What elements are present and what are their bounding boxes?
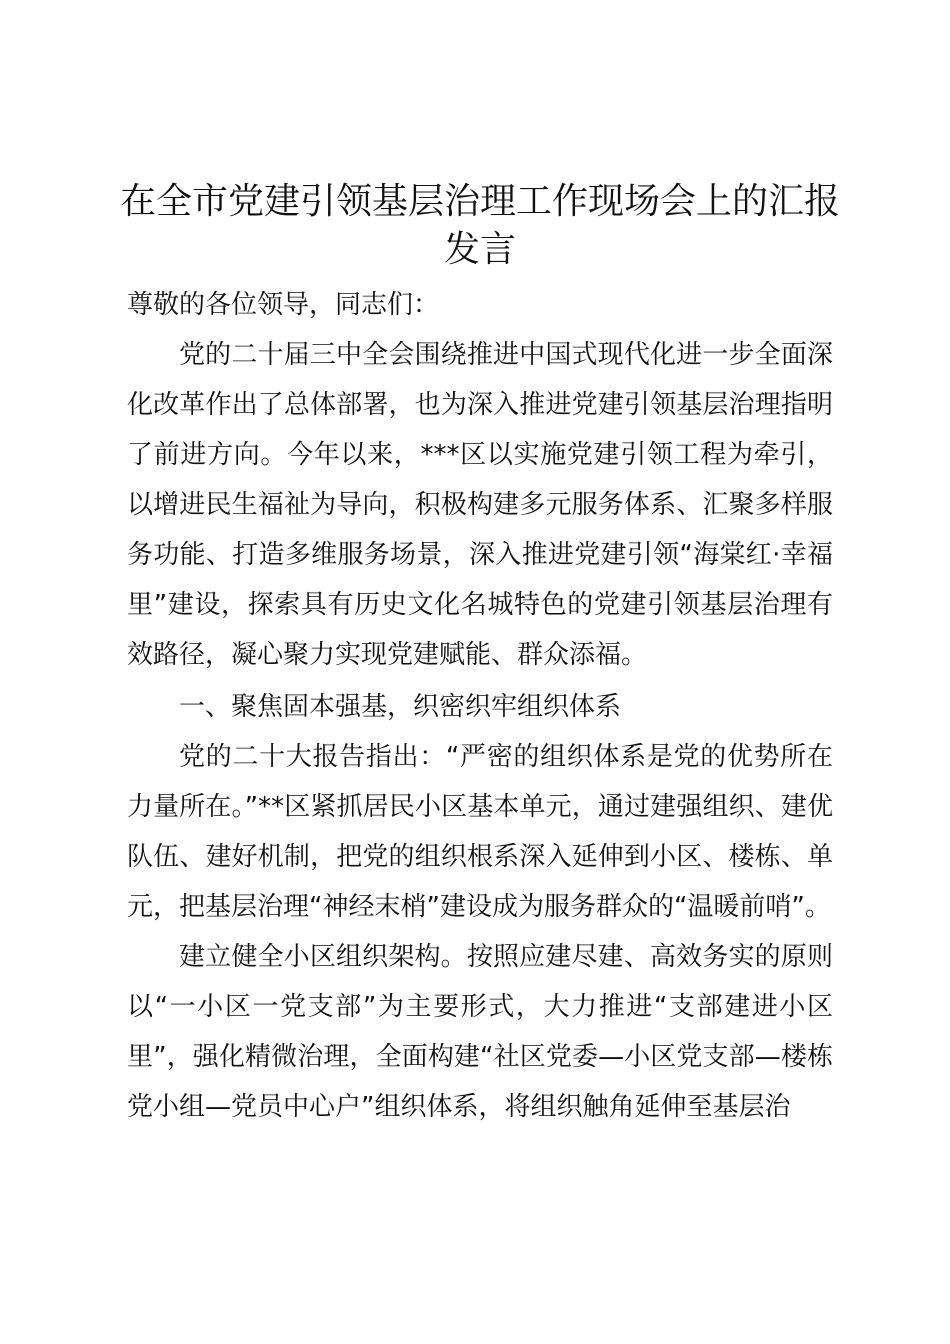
paragraph-org-structure: 建立健全小区组织架构。按照应建尽建、高效务实的原则以“一小区一党支部”为主要形式，大力推进“支部建进小区里”，强化精微治理，全面构建“社区党委—小区党支部—楼栋党小组—党员中心户”组织体系，将组织触角延伸至基层治 [127,942,833,1122]
document-body [127,280,833,1132]
salutation: 尊敬的各位领导，同志们： [127,290,440,320]
document-title: 在全市党建引领基层治理工作现场会上的汇报发言 [119,181,840,270]
paragraph-section-1: 党的二十大报告指出：“严密的组织体系是党的优势所在力量所在。”**区紧抓居民小区基本单元，通过建强组织、建优队伍、建好机制，把党的组织根系深入延伸到小区、楼栋、单元，把基层治理“神经末梢”建设成为服务群众的“温暖前哨”。 [127,742,833,922]
section-heading-1: 一、聚焦固本强基，织密织牢组织体系 [179,692,622,722]
paragraph-intro: 党的二十届三中全会围绕推进中国式现代化进一步全面深化改革作出了总体部署，也为深入推进党建引领基层治理指明了前进方向。今年以来，***区以实施党建引领工程为牵引，以增进民生福祉为导向，积极构建多元服务体系、汇聚多样服务功能、打造多维服务场景，深入推进党建引领“海棠红·幸福里”建设，探索具有历史文化名城特色的党建引领基层治理有效路径，凝心聚力实现党建赋能、群众添福。 [127,340,833,670]
